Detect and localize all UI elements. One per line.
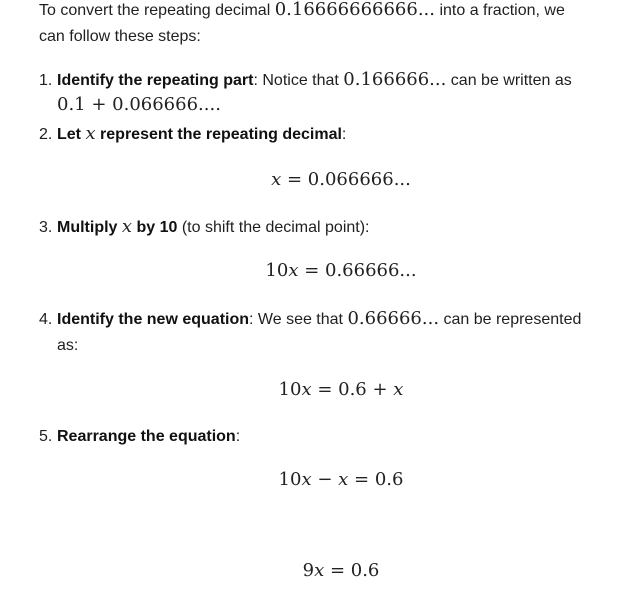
intro-line-1 [39,0,565,21]
equation-10x-rest: = 0.66666... [298,260,417,281]
step-4-text: : We see that [249,311,348,328]
step-5 [39,427,240,447]
step-5-number: 5. [39,428,53,445]
equation-x-rest: = 0.066666... [281,169,411,190]
intro-line-2: can follow these steps: [39,28,201,45]
step-4-heading: Identify the new equation [57,311,250,328]
step-5-heading: Rearrange the equation [57,428,236,445]
equation-10x-coef: 10 [265,260,289,281]
equation-10x-sum-var2: x [393,379,404,400]
intro-text-end: into a fraction, we [435,2,565,19]
step-2-heading-pre: Let [57,126,86,143]
equation-subtract-var2: x [338,469,349,490]
step-1-continuation: 0.1 + 0.066666.... [57,94,221,115]
step-3 [39,217,370,238]
step-2-variable: x [85,123,96,144]
equation-9x-var: x [314,560,325,581]
step-4-text-end: can be represented [439,311,582,328]
equation-subtract-minus: − [311,469,339,490]
equation-subtract-var: x [301,469,312,490]
step-2 [39,124,346,145]
equation-subtract [0,468,634,492]
step-4-inline-math: 0.66666... [347,308,440,329]
step-4-number: 4. [39,311,53,328]
step-1-inline-math: 0.166666... [343,69,447,90]
equation-subtract-coef: 10 [278,469,302,490]
step-3-heading-post: by 10 [132,219,178,236]
step-3-number: 3. [39,219,53,236]
intro-decimal: 0.16666666666... [274,0,435,20]
step-3-heading [57,216,178,237]
step-5-text: : [235,428,241,445]
intro-text: To convert the repeating decimal [39,2,275,19]
step-1-text: : Notice that [253,72,344,89]
equation-subtract-rest: = 0.6 [348,469,404,490]
equation-10x-sum [0,378,634,402]
step-4 [39,309,581,330]
equation-9x-coef: 9 [302,560,315,581]
step-3-text: (to shift the decimal point): [177,219,370,236]
equation-x-var: x [271,169,282,190]
step-1 [39,70,572,91]
equation-9x-rest: = 0.6 [324,560,380,581]
step-4-continuation: as: [57,337,79,354]
step-3-variable: x [121,216,133,237]
step-2-number: 2. [39,126,53,143]
equation-10x-sum-coef: 10 [278,379,302,400]
step-3-heading-pre: Multiply [57,219,122,236]
equation-x [0,168,634,192]
equation-10x-var: x [288,260,299,281]
step-1-heading: Identify the repeating part [57,72,254,89]
step-1-text-end: can be written as [446,72,572,89]
equation-10x-sum-mid: = 0.6 + [311,379,394,400]
step-2-heading-post: represent the repeating decimal [95,126,342,143]
equation-10x [0,259,634,283]
step-2-text: : [341,126,347,143]
equation-9x [0,559,634,583]
step-1-number: 1. [39,72,53,89]
step-2-heading [57,123,342,144]
equation-10x-sum-var: x [301,379,312,400]
